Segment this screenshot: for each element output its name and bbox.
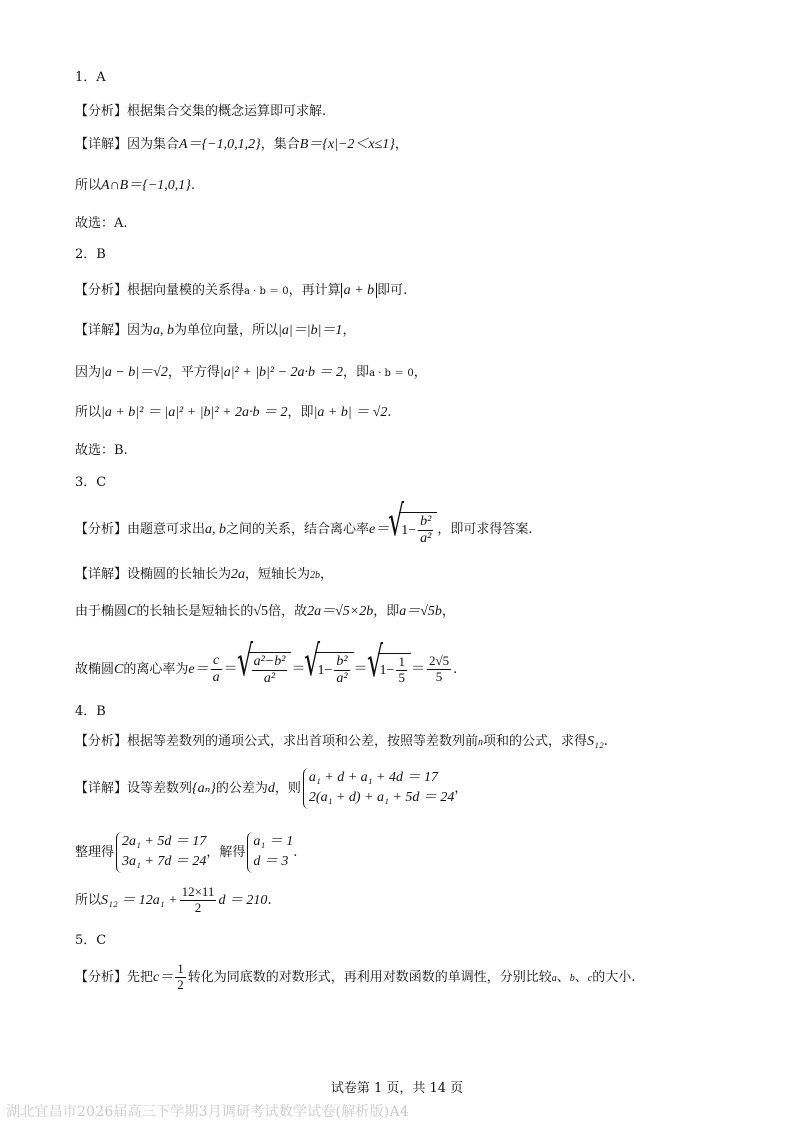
q3-e: e＝: [369, 522, 390, 538]
q3-analysis-mid: 之间的关系，结合离心率: [226, 522, 370, 538]
q4-frac-den: 2: [194, 899, 202, 915]
q3-detail-end: ，: [320, 567, 334, 582]
q3-rad-num: √ a²−b²: [252, 654, 288, 671]
q3-sqrt-2: [305, 652, 353, 687]
q4-analysis: [75, 735, 608, 749]
q1-detail-end: ，: [394, 137, 408, 152]
q2-analysis-mid: ，再计算: [288, 283, 341, 298]
q3-b2: b²: [334, 654, 349, 671]
q4-sum-b: d ＝ 210: [218, 892, 268, 908]
q3-line4-b: 的离心率为: [123, 662, 189, 678]
q3-res-den: 5: [435, 669, 443, 685]
q3-rad-den: a²: [263, 671, 276, 687]
q4-detail-end: ，: [454, 780, 468, 796]
q5-b: b: [569, 972, 575, 984]
q1-choice: 故选：A.: [75, 216, 128, 231]
q4-line4-prefix: 所以: [75, 892, 102, 908]
q1-detail-text: 【详解】因为集合: [75, 137, 180, 152]
q4-line3-mid: ，解得: [206, 844, 246, 860]
q2-choice: 故选：B.: [75, 443, 128, 458]
q3-line4-end: .: [453, 662, 458, 678]
q1-detail-mid: ，集合: [260, 137, 300, 152]
q2-sum-square: |a + b|² ＝ |a|² + |b|² + 2a·b ＝ 2: [101, 405, 288, 420]
q4-sys2-eq2: 3a₁ + 7d ＝ 24: [122, 854, 207, 870]
q1-so-end: .: [190, 178, 196, 193]
q4-answer: 4．B: [75, 704, 106, 719]
q3-line3-b: 的长轴长是短轴长的: [136, 604, 254, 619]
q3-eq2: a＝√5b: [399, 604, 442, 619]
q3-line3-a: 由于椭圆: [75, 604, 128, 619]
q4-analysis-end: .: [603, 734, 608, 749]
q4-line3: [75, 832, 297, 873]
q3-ab: a, b: [205, 522, 227, 538]
q5-c: c: [587, 972, 593, 984]
q3-line3: [75, 605, 455, 619]
q4-line4-end: .: [267, 892, 272, 908]
q2-line4-prefix: 所以: [75, 405, 102, 420]
q3-five: 5: [398, 670, 405, 686]
q3-detail: [75, 568, 333, 582]
q3-answer: 3．C: [75, 475, 107, 490]
q3-analysis-text: 【分析】由题意可求出: [75, 522, 206, 538]
q4-line4: [75, 885, 272, 916]
q3-one: 1: [398, 654, 405, 670]
q2-line3-dot: a · b ＝ 0: [369, 368, 414, 379]
q3-line4-a: 故椭圆: [75, 662, 115, 678]
q5-sep2: 、: [574, 969, 588, 985]
q3-one-minus-3: 1−: [379, 663, 395, 679]
q4-detail-mid: 的公差为: [215, 780, 268, 796]
q4-sol-a1: a₁ ＝ 1: [253, 834, 294, 849]
q2-line3: [75, 366, 427, 380]
q3-analysis-end: ，即可求得答案.: [437, 522, 533, 538]
q3-c-over: c: [211, 653, 222, 670]
q1-intersection: A∩B＝{−1,0,1}: [101, 178, 191, 193]
q2-analysis-end: 即可.: [377, 283, 408, 298]
q2-abs-sum: a + b: [341, 283, 377, 298]
q3-line3-end: ，: [441, 604, 455, 619]
q1-detail: [75, 138, 408, 152]
q5-sep1: 、: [556, 969, 570, 985]
q3-a-under: a: [212, 670, 220, 686]
q2-answer: 2．B: [75, 247, 106, 262]
q1-conclusion: [75, 179, 195, 193]
q2-dot-zero: a · b ＝ 0: [244, 286, 289, 297]
q3-sqrt5: √5: [253, 604, 269, 619]
q3-2b: 2b: [310, 570, 321, 581]
q3-2a: 2a: [231, 567, 246, 582]
q2-analysis: [75, 284, 407, 298]
q2-vectors: a, b: [153, 323, 175, 338]
q3-line4-C: C: [114, 662, 124, 678]
q3-line3-C: C: [127, 604, 137, 619]
q3-one-minus-2: 1−: [317, 663, 333, 679]
watermark: 湖北宜昌市2026届高三下学期3月调研考试数学试卷(解析版)A4: [6, 1104, 409, 1120]
q4-system-1: [303, 768, 454, 809]
q4-solution: [247, 832, 293, 873]
q4-detail-then: ，则: [274, 780, 301, 796]
q1-answer: 1．A: [75, 70, 106, 85]
q4-detail: [75, 768, 467, 809]
q2-detail-end: ，: [342, 323, 356, 338]
q3-frac-num: b²: [418, 514, 433, 531]
q4-d: d: [267, 780, 275, 796]
q4-sys1-eq2: 2(a₁ + d) + a₁ + 5d ＝ 24: [308, 790, 455, 806]
q4-frac-num: 12×11: [181, 884, 215, 899]
q4-S12: S₁₂: [587, 734, 604, 749]
q2-line3-mid2: ，即: [343, 365, 370, 380]
q4-system-2: [116, 832, 206, 873]
q2-line3-prefix: 因为: [75, 365, 102, 380]
q3-detail-mid: ，短轴长为: [245, 567, 311, 582]
q1-set-b: B＝{x|−2＜x≤1}: [299, 137, 395, 152]
q3-line3-d: ，即: [373, 604, 400, 619]
q3-line4: 故椭圆C的离心率为e＝ $\frac{c}{a}$ ＝ √ $\frac{\text{a²−b²}}{\text{a²}}$ ＝√ 1− $\frac{\text{b²}}{\text{a²}}$ ＝√ 1− $\frac{1}{5}$ ＝ $\frac{2√5}{5}$ .: [75, 652, 457, 687]
q3-sqrt-1: [238, 652, 292, 687]
q5-analysis-end: 的大小.: [592, 969, 636, 985]
q2-detail-mid: 为单位向量，所以: [174, 323, 279, 338]
q2-detail-text: 【详解】因为: [75, 323, 154, 338]
q4-analysis-text: 【分析】根据等差数列的通项公式，求出首项和公差，按照等差数列前: [75, 734, 479, 749]
q3-eq1: 2a＝√5×2b: [307, 604, 374, 619]
q3-line4-e: e＝: [188, 662, 209, 678]
q4-sum-a: S₁₂ ＝ 12a₁ +: [101, 892, 178, 908]
q2-square-eq: |a|² + |b|² − 2a·b ＝ 2: [219, 365, 344, 380]
q3-frac-den: a²: [420, 531, 432, 547]
q2-line4-end: .: [387, 405, 392, 420]
q1-analysis: 【分析】根据集合交集的概念运算即可求解.: [75, 104, 327, 119]
q4-seq: {aₙ}: [192, 780, 216, 796]
q5-a: a: [551, 972, 557, 984]
q2-unit-eq: |a|＝|b|＝1: [278, 323, 343, 338]
q5-analysis: [75, 962, 635, 993]
q2-detail: [75, 324, 355, 338]
q5-answer: 5．C: [75, 933, 107, 948]
page-footer: 试卷第 1 页，共 14 页: [330, 1081, 464, 1096]
q2-analysis-text: 【分析】根据向量模的关系得: [75, 283, 245, 298]
q1-set-a: A＝{−1,0,1,2}: [179, 137, 261, 152]
q5-frac-num: 1: [177, 961, 184, 976]
q4-line3-end: .: [293, 844, 298, 860]
q4-sys2-eq1: 2a₁ + 5d ＝ 17: [122, 834, 207, 849]
q5-c-eq: c＝: [153, 969, 174, 985]
q4-line3-prefix: 整理得: [75, 844, 115, 860]
q5-analysis-mid: 转化为同底数的对数形式，再利用对数函数的单调性，分别比较: [187, 969, 552, 985]
q2-line3-mid: ，平方得: [167, 365, 220, 380]
q2-line4-mid: ，即: [287, 405, 314, 420]
q2-diff-eq: |a − b|＝√2: [101, 365, 168, 380]
q3-one-minus: 1−: [401, 523, 417, 539]
q3-analysis: [75, 512, 533, 547]
q1-so-prefix: 所以: [75, 178, 102, 193]
q4-analysis-mid: 项和的公式，求得: [483, 734, 588, 749]
q3-line3-c: 倍，故: [268, 604, 308, 619]
q4-sys1-eq1: a₁ + d + a₁ + 4d ＝ 17: [308, 770, 438, 785]
q3-sqrt-3: [368, 653, 411, 686]
q5-analysis-text: 【分析】先把: [75, 969, 154, 985]
q3-eccentricity-sqrt: [389, 512, 437, 547]
q3-a2: a²: [336, 671, 348, 687]
q4-sol-d: d ＝ 3: [253, 854, 289, 870]
q3-res-num: 2√5: [428, 653, 450, 669]
q5-frac-den: 2: [177, 976, 184, 992]
q2-result: |a + b| ＝ √2: [313, 405, 388, 420]
q3-detail-text: 【详解】设椭圆的长轴长为: [75, 567, 232, 582]
q4-detail-text: 【详解】设等差数列: [75, 780, 193, 796]
q4-n: n: [478, 737, 484, 748]
q2-line3-end: ，: [413, 365, 427, 380]
q2-line4: [75, 406, 392, 420]
